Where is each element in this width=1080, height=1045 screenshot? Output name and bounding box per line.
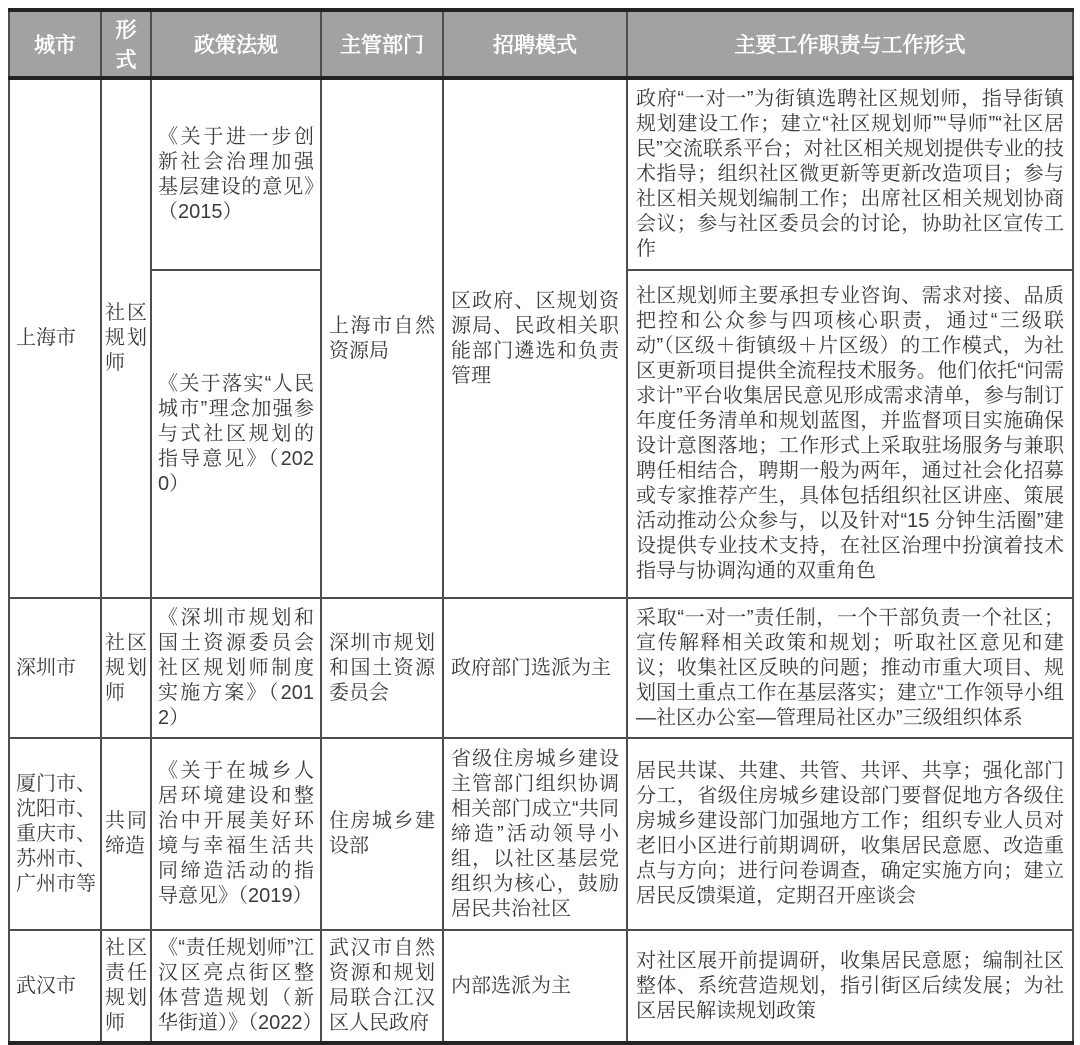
- policy-cell-shanghai-2015: 《关于进一步创新社会治理加强基层建设的意见》（2015）: [151, 78, 321, 270]
- duties-cell-shanghai-2: 社区规划师主要承担专业咨询、需求对接、品质把控和公众参与四项核心职责，通过“三级联动”（区级＋街镇级＋片区级）的工作模式，为社区更新项目提供全流程技术服务。他们依托“问需求计”平台收集居民意见形成需求清单，参与制订年度任务清单和规划蓝图，并监督项目实施确保设计意图落地；工作形式上采取驻场服务与兼职聘任相结合，聘期一般为两年，通过社会化招募或专家推荐产生，具体包括组织社区讲座、策展活动推动公众参与，以及针对“15 分钟生活圈”建设提供专业技术支持，在社区治理中扮演着技术指导与协调沟通的双重角色: [627, 270, 1073, 598]
- duties-cell-wuhan: 对社区展开前提调研，收集居民意愿；编制社区整体、系统营造规划，指引街区后续发展；为社区居民解读规划政策: [627, 930, 1073, 1043]
- policy-cell-shenzhen: 《深圳市规划和国土资源委员会社区规划师制度实施方案》（2012）: [151, 598, 321, 738]
- recruitment-cell-shenzhen: 政府部门选派为主: [443, 598, 627, 738]
- form-cell-wuhan: 社区责任规划师: [101, 930, 151, 1043]
- header-cell-duties: 主要工作职责与工作形式: [627, 10, 1073, 78]
- header-cell-city: 城市: [9, 10, 101, 78]
- form-cell-shanghai: 社区规划师: [101, 78, 151, 598]
- recruitment-cell-wuhan: 内部选派为主: [443, 930, 627, 1043]
- header-cell-recruitment: 招聘模式: [443, 10, 627, 78]
- city-cell-multi-cities: 厦门市、沈阳市、重庆市、苏州市、广州市等: [9, 738, 101, 930]
- policy-cell-wuhan: 《“责任规划师”江汉区亮点街区整体营造规划（新华街道）》（2022）: [151, 930, 321, 1043]
- recruitment-cell-gongtongdizao: 省级住房城乡建设主管部门组织协调相关部门成立“共同缔造”活动领导小组，以社区基层党组织为核心，鼓励居民共治社区: [443, 738, 627, 930]
- department-cell-wuhan: 武汉市自然资源和规划局联合江汉区人民政府: [321, 930, 443, 1043]
- table-row-shanghai-1: [9, 78, 1073, 270]
- recruitment-cell-shanghai: 区政府、区规划资源局、民政相关职能部门遴选和负责管理: [443, 78, 627, 598]
- policy-cell-shanghai-2020: 《关于落实“人民城市”理念加强参与式社区规划的指导意见》（2020）: [151, 270, 321, 598]
- header-cell-department: 主管部门: [321, 10, 443, 78]
- header-cell-policy: 政策法规: [151, 10, 321, 78]
- city-cell-shenzhen: 深圳市: [9, 598, 101, 738]
- department-cell-mohurd: 住房城乡建设部: [321, 738, 443, 930]
- table-header-row: [9, 10, 1073, 78]
- department-cell-shanghai: 上海市自然资源局: [321, 78, 443, 598]
- duties-cell-shenzhen: 采取“一对一”责任制，一个干部负责一个社区；宣传解释相关政策和规划；听取社区意见和建议；收集社区反映的问题；推动市重大项目、规划国土重点工作在基层落实；建立“工作领导小组—社区办公室—管理局社区办”三级组织体系: [627, 598, 1073, 738]
- city-cell-shanghai: 上海市: [9, 78, 101, 598]
- form-cell-gongtongdizao: 共同缔造: [101, 738, 151, 930]
- duties-cell-shanghai-1: 政府“一对一”为街镇选聘社区规划师，指导街镇规划建设工作；建立“社区规划师”“导师”“社区居民”交流联系平台；对社区相关规划提供专业的技术指导；组织社区微更新等更新改造项目；参与社区相关规划编制工作；出席社区相关规划协商会议；参与社区委员会的讨论，协助社区宣传工作: [627, 78, 1073, 270]
- city-cell-wuhan: 武汉市: [9, 930, 101, 1043]
- form-cell-shenzhen: 社区规划师: [101, 598, 151, 738]
- header-cell-form: 形式: [101, 10, 151, 78]
- community-planner-policy-table: [8, 8, 1074, 1045]
- table-row-gongtongdizao: [9, 738, 1073, 930]
- department-cell-shenzhen: 深圳市规划和国土资源委员会: [321, 598, 443, 738]
- duties-cell-gongtongdizao: 居民共谋、共建、共管、共评、共享；强化部门分工，省级住房城乡建设部门要督促地方各级住房城乡建设部门加强地方工作；组织专业人员对老旧小区进行前期调研，收集居民意愿、改造重点与方向；进行问卷调查，确定实施方向；建立居民反馈渠道，定期召开座谈会: [627, 738, 1073, 930]
- table-row-shenzhen: [9, 598, 1073, 738]
- policy-cell-gongtongdizao: 《关于在城乡人居环境建设和整治中开展美好环境与幸福生活共同缔造活动的指导意见》（2019）: [151, 738, 321, 930]
- table-row-wuhan: [9, 930, 1073, 1043]
